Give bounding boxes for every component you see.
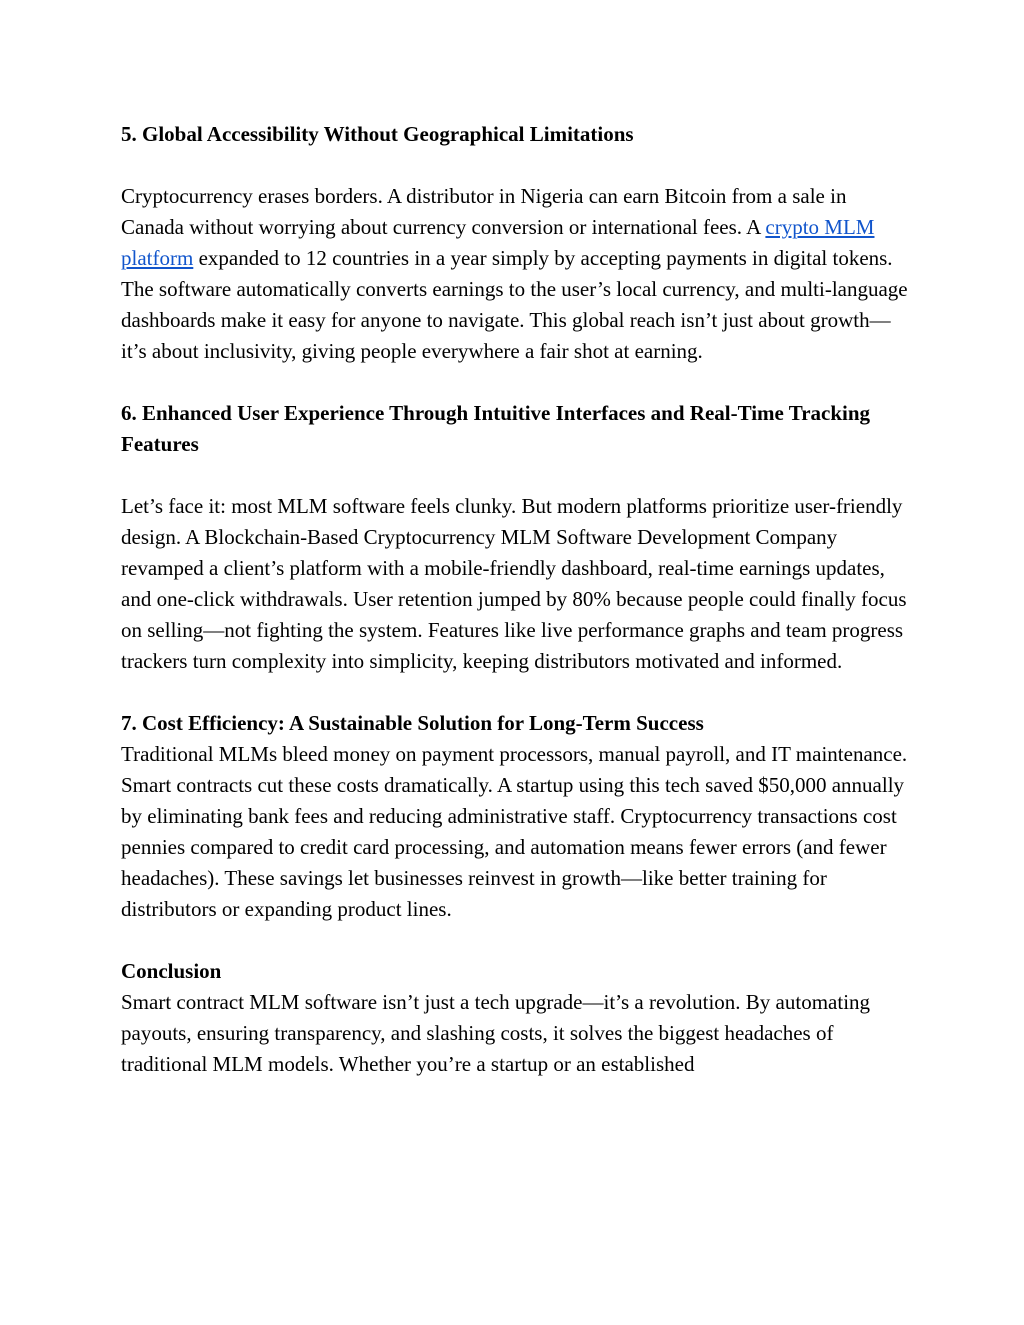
body-text: Cryptocurrency erases borders. A distributor in Nigeria can earn Bitcoin from a sale in Canada without worrying about currency conversion or international fees. A: [121, 184, 847, 239]
spacer: [121, 677, 911, 708]
spacer: [121, 150, 911, 181]
spacer: [121, 925, 911, 956]
body-text: expanded to 12 countries in a year simply by accepting payments in digital tokens. The software automatically converts earnings to the user’s local currency, and multi-language dashboards make it easy for anyone to navigate. This global reach isn’t just about growth—it’s about inclusivity, giving people everywhere a fair shot at earning.: [121, 246, 908, 363]
document-page: [121, 119, 911, 1080]
crypto-mlm-platform-link[interactable]: crypto MLM platform: [121, 215, 875, 270]
section-body-global-accessibility: [121, 181, 911, 367]
section-body-conclusion: Smart contract MLM software isn’t just a tech upgrade—it’s a revolution. By automating payouts, ensuring transparency, and slashing costs, it solves the biggest headaches of traditional MLM models. Whether you’re a startup or an established: [121, 990, 871, 1076]
section-heading-cost-efficiency: 7. Cost Efficiency: A Sustainable Solution for Long-Term Success: [121, 711, 704, 735]
section-body-cost-efficiency: Traditional MLMs bleed money on payment processors, manual payroll, and IT maintenance. Smart contracts cut these costs dramatically. A startup using this tech saved $50,000 annually by eliminating bank fees and reducing administrative staff. Cryptocurrency transactions cost pennies compared to credit card processing, and automation means fewer errors (and fewer headaches). These savings let businesses reinvest in growth—like better training for distributors or expanding product lines.: [121, 742, 908, 921]
spacer: [121, 460, 911, 491]
section-body-user-experience: Let’s face it: most MLM software feels clunky. But modern platforms prioritize user-friendly design. A Blockchain-Based Cryptocurrency MLM Software Development Company revamped a client’s platform with a mobile-friendly dashboard, real-time earnings updates, and one-click withdrawals. User retention jumped by 80% because people could finally focus on selling—not fighting the system. Features like live performance graphs and team progress trackers turn complexity into simplicity, keeping distributors motivated and informed.: [121, 494, 907, 673]
section-heading-user-experience: 6. Enhanced User Experience Through Intuitive Interfaces and Real-Time Tracking Features: [121, 401, 871, 456]
section-heading-global-accessibility: 5. Global Accessibility Without Geographical Limitations: [121, 122, 634, 146]
spacer: [121, 367, 911, 398]
section-heading-conclusion: Conclusion: [121, 959, 222, 983]
